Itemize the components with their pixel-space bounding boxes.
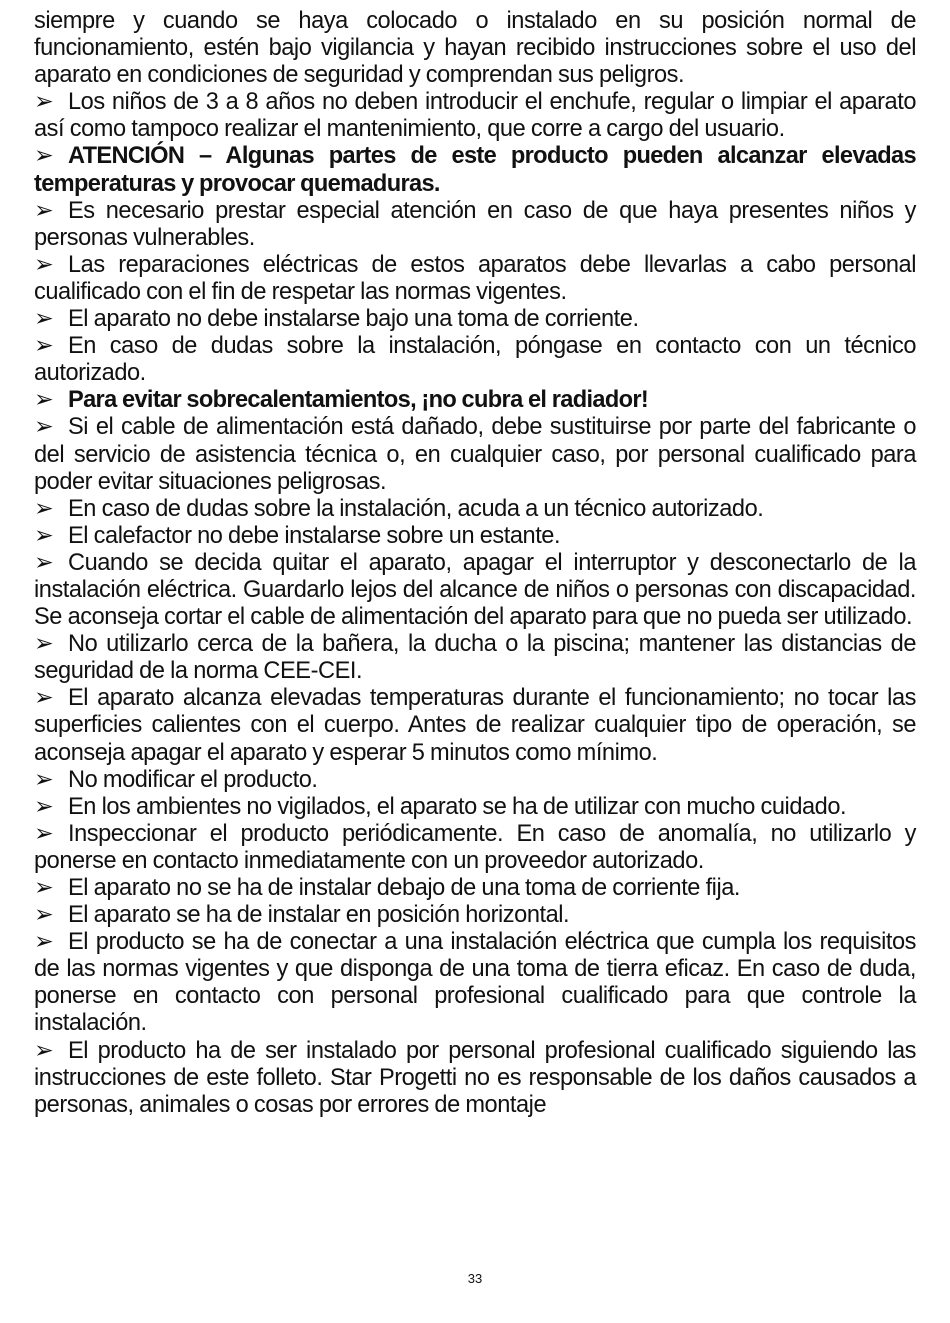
bullet-text: En caso de dudas sobre la instalación, póngase en contacto con un técnico autorizado. xyxy=(34,333,916,387)
bullet-text: El producto ha de ser instalado por personal profesional cualificado siguiendo las instrucciones de este folleto. Star Progetti no es responsable de los daños causados a personas, animales o cosas por errores de montaje xyxy=(34,1037,916,1118)
arrow-bullet-icon: ➢ xyxy=(34,549,54,576)
paragraph-continuation xyxy=(34,8,916,89)
bullet-text: En caso de dudas sobre la instalación, acuda a un técnico autorizado. xyxy=(68,495,764,522)
arrow-bullet-icon: ➢ xyxy=(34,793,54,820)
arrow-bullet-icon: ➢ xyxy=(34,251,54,278)
bullet-item xyxy=(34,875,916,902)
bullet-text: El aparato no se ha de instalar debajo de una toma de corriente fija. xyxy=(68,875,741,901)
bullet-text: ATENCIÓN – Algunas partes de este producto pueden alcanzar elevadas temperaturas y provocar quemaduras. xyxy=(34,143,916,197)
arrow-bullet-icon: ➢ xyxy=(34,820,54,847)
bullet-text: No modificar el producto. xyxy=(68,766,318,793)
bullet-item xyxy=(34,89,916,143)
bullet-text: Inspeccionar el producto periódicamente. En caso de anomalía, no utilizarlo y ponerse en contacto inmediatamente con un proveedor autorizado. xyxy=(34,820,916,874)
bullet-item xyxy=(34,198,916,252)
arrow-bullet-icon: ➢ xyxy=(34,685,54,712)
arrow-bullet-icon: ➢ xyxy=(34,1037,54,1064)
bullet-text: El producto se ha de conectar a una instalación eléctrica que cumpla los requisitos de las normas vigentes y que disponga de una toma de tierra eficaz. En caso de duda, ponerse en contacto con personal profesional cualificado para que controle la instalación. xyxy=(34,929,916,1037)
bullet-item xyxy=(34,523,916,550)
bullet-text: Es necesario prestar especial atención en caso de que haya presentes niños y personas vulnerables. xyxy=(34,197,916,251)
arrow-bullet-icon: ➢ xyxy=(34,89,54,116)
bullet-item-warning xyxy=(34,387,916,414)
bullet-text: El aparato no debe instalarse bajo una toma de corriente. xyxy=(68,306,639,333)
bullet-text: Las reparaciones eléctricas de estos aparatos debe llevarlas a cabo personal cualificado con el fin de respetar las normas vigentes. xyxy=(34,251,916,305)
arrow-bullet-icon: ➢ xyxy=(34,387,54,414)
arrow-bullet-icon: ➢ xyxy=(34,875,54,901)
arrow-bullet-icon: ➢ xyxy=(34,333,54,360)
bullet-item xyxy=(34,794,916,821)
bullet-item xyxy=(34,631,916,685)
bullet-item xyxy=(34,252,916,306)
bullet-item xyxy=(34,767,916,794)
arrow-bullet-icon: ➢ xyxy=(34,766,54,793)
bullet-text: El aparato se ha de instalar en posición horizontal. xyxy=(68,902,570,929)
paragraph-text: siempre y cuando se haya colocado o instalado en su posición normal de funcionamiento, estén bajo vigilancia y hayan recibido instrucciones sobre el uso del aparato en condiciones de seguridad y comprendan sus peligros. xyxy=(34,8,916,89)
arrow-bullet-icon: ➢ xyxy=(34,306,54,333)
bullet-text: Los niños de 3 a 8 años no deben introducir el enchufe, regular o limpiar el aparato así como tampoco realizar el mantenimiento, que corre a cargo del usuario. xyxy=(34,89,916,143)
bullet-item xyxy=(34,414,916,495)
bullet-item xyxy=(34,1038,916,1119)
bullet-text: No utilizarlo cerca de la bañera, la ducha o la piscina; mantener las distancias de seguridad de la norma CEE-CEI. xyxy=(34,631,916,685)
page-number: 33 xyxy=(467,1271,483,1286)
arrow-bullet-icon: ➢ xyxy=(34,522,54,549)
arrow-bullet-icon: ➢ xyxy=(34,631,54,658)
arrow-bullet-icon: ➢ xyxy=(34,929,54,956)
bullet-item xyxy=(34,550,916,631)
bullet-text: El calefactor no debe instalarse sobre un estante. xyxy=(68,522,561,549)
arrow-bullet-icon: ➢ xyxy=(34,902,54,929)
bullet-text: Cuando se decida quitar el aparato, apagar el interruptor y desconectarlo de la instalación eléctrica. Guardarlo lejos del alcance de niños o personas con discapacidad. Se aconseja cortar el cable de alimentación del aparato para que no pueda ser utilizado. xyxy=(34,549,916,631)
bullet-text: En los ambientes no vigilados, el aparato se ha de utilizar con mucho cuidado. xyxy=(68,793,847,820)
bullet-item xyxy=(34,685,916,766)
bullet-item xyxy=(34,306,916,333)
bullet-item xyxy=(34,902,916,929)
arrow-bullet-icon: ➢ xyxy=(34,414,54,441)
bullet-text: Si el cable de alimentación está dañado, debe sustituirse por parte del fabricante o del servicio de asistencia técnica o, en cualquier caso, por personal cualificado para poder evitar situaciones peligrosas. xyxy=(34,414,916,495)
bullet-item xyxy=(34,496,916,523)
bullet-item xyxy=(34,929,916,1037)
arrow-bullet-icon: ➢ xyxy=(34,143,54,170)
bullet-item xyxy=(34,821,916,875)
bullet-item-warning xyxy=(34,143,916,197)
bullet-text: Para evitar sobrecalentamientos, ¡no cubra el radiador! xyxy=(68,387,649,414)
bullet-text: El aparato alcanza elevadas temperaturas durante el funcionamiento; no tocar las superficies calientes con el cuerpo. Antes de realizar cualquier tipo de operación, se aconseja apagar el aparato y esperar 5 minutos como mínimo. xyxy=(34,685,916,766)
arrow-bullet-icon: ➢ xyxy=(34,495,54,522)
instruction-text xyxy=(34,8,916,1119)
arrow-bullet-icon: ➢ xyxy=(34,197,54,224)
bullet-item xyxy=(34,333,916,387)
